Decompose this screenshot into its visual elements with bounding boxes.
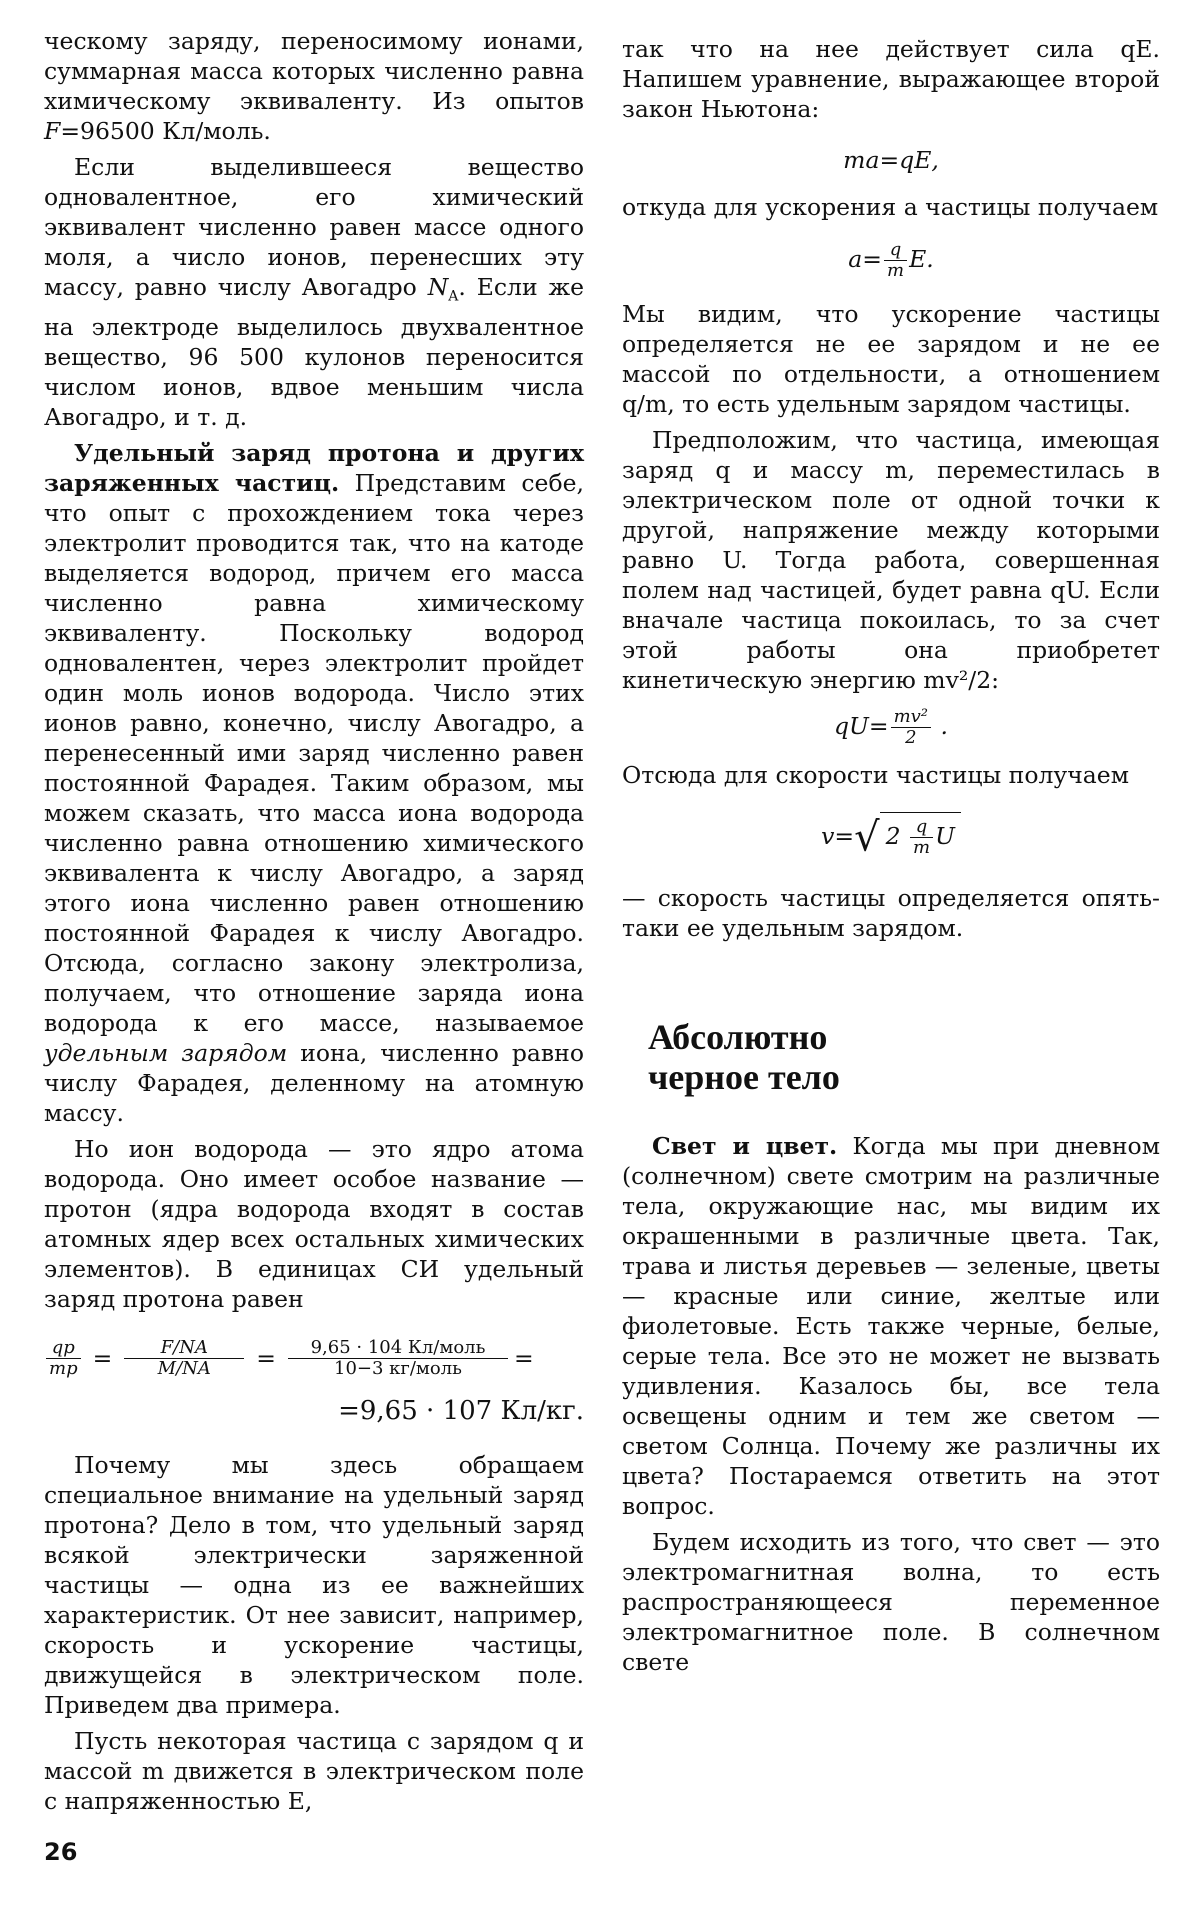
fraction-den: m [913,837,931,858]
section-lead: Удельный заряд протона и других заряженных частиц. [44,438,584,497]
symbol-NA-sub: A [448,288,459,305]
fraction-q-over-m [46,1338,81,1379]
eq-end: U [935,822,955,850]
term-specific-charge: удельным зарядом [44,1038,288,1067]
text: Будем исходить из того, что свет — это электромагнитная волна, то есть распространяющееся переменное электромагнитное поле. В солнечном свете [622,1527,1160,1676]
fraction-den: m [887,260,905,281]
paragraph-acceleration [622,192,1160,222]
left-column [44,26,584,1816]
equals: = [256,1344,276,1373]
text: ческому заряду, переносимому ионами, суммарная масса которых численно равна химическому эквиваленту. Из опытов [44,27,584,115]
paragraph-faraday-constant [44,26,584,146]
heading-line-1: Абсолютно [648,1016,828,1057]
fraction-den: 2 [905,727,917,748]
coefficient: 2 [885,822,901,850]
fraction-num: mv² [891,707,931,728]
fraction-num: qp [46,1338,81,1359]
fraction-q-m [910,817,933,858]
paragraph-why-proton [44,1450,584,1720]
eq-rhs: E. [909,245,934,273]
paragraph-proton [44,1134,584,1314]
sqrt-body [880,812,961,858]
fraction-den: mp [49,1357,78,1379]
eq-end: . [940,712,948,740]
text: Но ион водорода — это ядро атома водорода. Оно имеет особое название — протон (ядра водорода входят в состав атомных ядер всех остальных химических элементов). В единицах СИ удельный заряд протона равен [44,1134,584,1313]
fraction-mv2-2 [891,707,931,748]
symbol-F: F [44,117,61,145]
equals: = [92,1344,113,1373]
text: Представим себе, что опыт с прохождением тока через электролит проводится так, что на катоде выделяется водород, причем его масса численно равна химическому эквиваленту. Поскольку водород одновалентен, через электролит пройдет один моль ионов водорода. Число этих ионов равно, конечно, числу Авогадро, а перенесенный ими заряд численно равен постоянной Фарадея. Таким образом, мы можем сказать, что масса иона водорода численно равна отношению химического эквивалента к числу Авогадро, а заряд этого иона численно равен отношению постоянной Фарадея к числу Авогадро. Отсюда, согласно закону электролиза, получаем, что отношение заряда иона водорода к его массе, называемое [44,468,584,1037]
paragraph-particle-field [44,1726,584,1816]
paragraph-force [622,34,1160,124]
right-column [622,26,1160,1677]
symbol-NA: N [427,273,449,301]
equation-velocity [622,812,1160,861]
faraday-value: =96500 Кл/моль. [60,117,271,145]
fraction-num: q [910,817,933,838]
paragraph-em-wave [622,1527,1160,1677]
text: — скорость частицы определяется опять-таки ее удельным зарядом. [622,883,1160,942]
paragraph-ratio [622,299,1160,419]
equation-acceleration [622,240,1160,281]
formula-result: =9,65 · 107 Кл/кг. [338,1395,584,1426]
text: Предположим, что частица, имеющая заряд q и массу m, переместилась в электрическом поле от одной точки к другой, напряжение между которыми равно U. Тогда работа, совершенная полем над частицей, будет равна qU. Если вначале частица покоилась, то за счет этой работы она приобретет кинетическую энергию mv²/2: [622,426,1160,694]
section-heading [622,1017,1160,1097]
text: откуда для ускорения a частицы получаем [622,193,1159,221]
paragraph-velocity [622,760,1160,790]
fraction-q-m [884,240,907,281]
formula-proton-specific-charge [44,1338,584,1434]
text: иона, численно равно числу Фарадея, деленному на атомную массу. [44,1038,584,1127]
sqrt-sign: √ [854,814,880,861]
eq-lhs: v= [821,822,855,850]
paragraph-conclusion [622,883,1160,943]
equals: = [514,1344,534,1373]
section-lead: Свет и цвет. [652,1131,838,1160]
fraction-den: M/NA [157,1357,211,1379]
text: . Если же на электроде выделилось двухвалентное вещество, 96 500 кулонов переносится числом ионов, вдвое меньшим числа Авогадро, и т. д. [44,273,584,431]
fraction-F-over-M [124,1338,244,1379]
fraction-num: F/NA [124,1338,244,1359]
equation-energy [622,707,1160,748]
text: Если выделившееся вещество одновалентное, его химический эквивалент численно равен массе одного моля, а число ионов, перенесших эту массу, равно числу Авогадро [44,153,584,301]
text: Когда мы при дневном (солнечном) свете смотрим на различные тела, окружающие нас, мы видим их окрашенными в различные цвета. Так, трава и листья деревьев — зеленые, цветы — красные или синие, желтые или фиолетовые. Есть также черные, белые, серые тела. Все это не может не вызвать удивления. Казалось бы, все тела освещены одним и тем же светом — светом Солнца. Почему же различны их цвета? Постараемся ответить на этот вопрос. [622,1131,1160,1520]
text: Отсюда для скорости частицы получаем [622,761,1129,789]
fraction-den: 10−3 кг/моль [334,1357,462,1379]
eq-lhs: a= [848,245,882,273]
page-number: 26 [44,1838,78,1866]
text: так что на нее действует сила qE. Напишем уравнение, выражающее второй закон Ньютона: [622,35,1160,123]
paragraph-work [622,425,1160,695]
fraction-num: q [884,240,907,261]
equation-newton: ma=qE, [843,146,939,174]
text: Пусть некоторая частица с зарядом q и массой m движется в электрическом поле с напряженностью E, [44,1726,584,1815]
text: Почему мы здесь обращаем специальное внимание на удельный заряд протона? Дело в том, что удельный заряд всякой электрически заряженной частицы — одна из ее важнейших характеристик. От нее зависит, например, скорость и ускорение частицы, движущейся в электрическом поле. Приведем два примера. [44,1450,584,1719]
eq-lhs: qU= [834,712,889,740]
text: Мы видим, что ускорение частицы определяется не ее зарядом и не ее массой по отдельности, а отношением q/m, то есть удельным зарядом частицы. [622,300,1160,418]
fraction-num: 9,65 · 104 Кл/моль [288,1338,508,1359]
fraction-numeric [288,1338,508,1379]
paragraph-monovalent [44,152,584,432]
heading-line-2: черное тело [648,1056,840,1097]
paragraph-light-color [622,1131,1160,1521]
paragraph-specific-charge [44,438,584,1128]
